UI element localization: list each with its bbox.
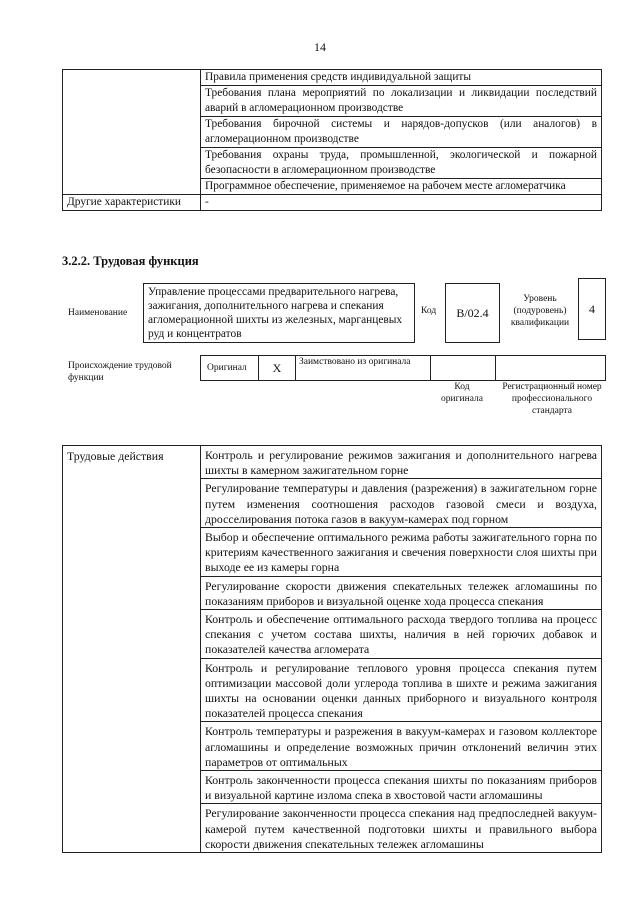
- labor-actions-label: Трудовые действия: [63, 446, 201, 853]
- requirements-table: [62, 69, 602, 211]
- labor-action-item: Регулирование температуры и давления (разрежения) в зажигательном горне путем изменения соотношения расходов газовой смеси и воздуха, дросселирования потока газов в вакуум-камерах под горном: [201, 479, 602, 528]
- requirement-item: Требования бирочной системы и нарядов-допусков (или аналогов) в агломерационном производстве: [201, 117, 602, 148]
- original-code-caption: Код оригинала: [441, 382, 483, 404]
- requirement-item: Программное обеспечение, применяемое на рабочем месте агломератчика: [201, 179, 602, 195]
- requirement-item: Требования охраны труда, промышленной, экологической и пожарной безопасности в агломерационном производстве: [201, 148, 602, 179]
- section-title: 3.2.2. Трудовая функция: [62, 254, 199, 268]
- labor-action-item: Регулирование законченности процесса спекания над предпоследней вакуум-камерой путем качественной подготовки шихты и правильного выбора скорости движения спекательных тележек агломашины: [201, 804, 602, 853]
- requirements-label-cell: [63, 70, 201, 195]
- function-code-value: B/02.4: [445, 283, 500, 343]
- registration-number-cell: [495, 356, 605, 380]
- requirement-item: Требования плана мероприятий по локализации и ликвидации последствий аварий в агломерационном производстве: [201, 86, 602, 117]
- page-number: 14: [314, 40, 326, 54]
- code-label: Код: [421, 306, 437, 316]
- level-value: 4: [578, 278, 606, 340]
- labor-actions-table: [62, 445, 602, 853]
- requirement-item: Правила применения средств индивидуальной защиты: [201, 70, 602, 86]
- labor-action-item: Выбор и обеспечение оптимального режима работы зажигательного горна по критериям качественного зажигания и свечения поверхности слоя шихты при выходе ее из камеры горна: [201, 528, 602, 577]
- labor-action-item: Регулирование скорости движения спекательных тележек агломашины по показаниям приборов и визуальной оценке хода процесса спекания: [201, 576, 602, 609]
- labor-action-item: Контроль и регулирование режимов зажигания и дополнительного нагрева шихты в камерном зажигательном горне: [201, 446, 602, 479]
- name-label: Наименование: [68, 308, 128, 318]
- borrowed-label: Заимствовано из оригинала: [295, 356, 431, 380]
- registration-number-caption: Регистрационный номер профессионального стандарта: [502, 382, 602, 416]
- original-mark: X: [259, 356, 296, 380]
- labor-action-item: Контроль температуры и разрежения в вакуум-камерах и газовом коллекторе агломашины и определение возможных причин отклонений величин этих параметров от оптимальных: [201, 722, 602, 771]
- other-characteristics-value: -: [201, 195, 602, 211]
- original-code-cell: [431, 356, 496, 380]
- labor-action-item: Контроль и обеспечение оптимального расхода твердого топлива на процесс спекания с учетом состава шихты, наличия в ней горючих добавок и показателей качества агломерата: [201, 610, 602, 659]
- labor-action-item: Контроль и регулирование теплового уровня процесса спекания путем оптимизации массовой доли углерода топлива в шихте и режима зажигания шихты на основании оценки данных приборного и визуального контроля показателей процесса спекания: [201, 658, 602, 722]
- labor-action-item: Контроль законченности процесса спекания шихты по показаниям приборов и визуальной картине излома спека в хвостовой части агломашины: [201, 771, 602, 804]
- level-label: Уровень (подуровень) квалификации: [510, 294, 570, 328]
- origin-row: [200, 355, 606, 381]
- origin-label: Происхождение трудовой функции: [68, 361, 172, 383]
- other-characteristics-label: Другие характеристики: [63, 195, 201, 211]
- function-name-value: Управление процессами предварительного нагрева, зажигания, дополнительного нагрева и спекания агломерационной шихты из железных, марганцевых руд и концентратов: [143, 283, 415, 343]
- original-label: Оригинал: [201, 356, 259, 380]
